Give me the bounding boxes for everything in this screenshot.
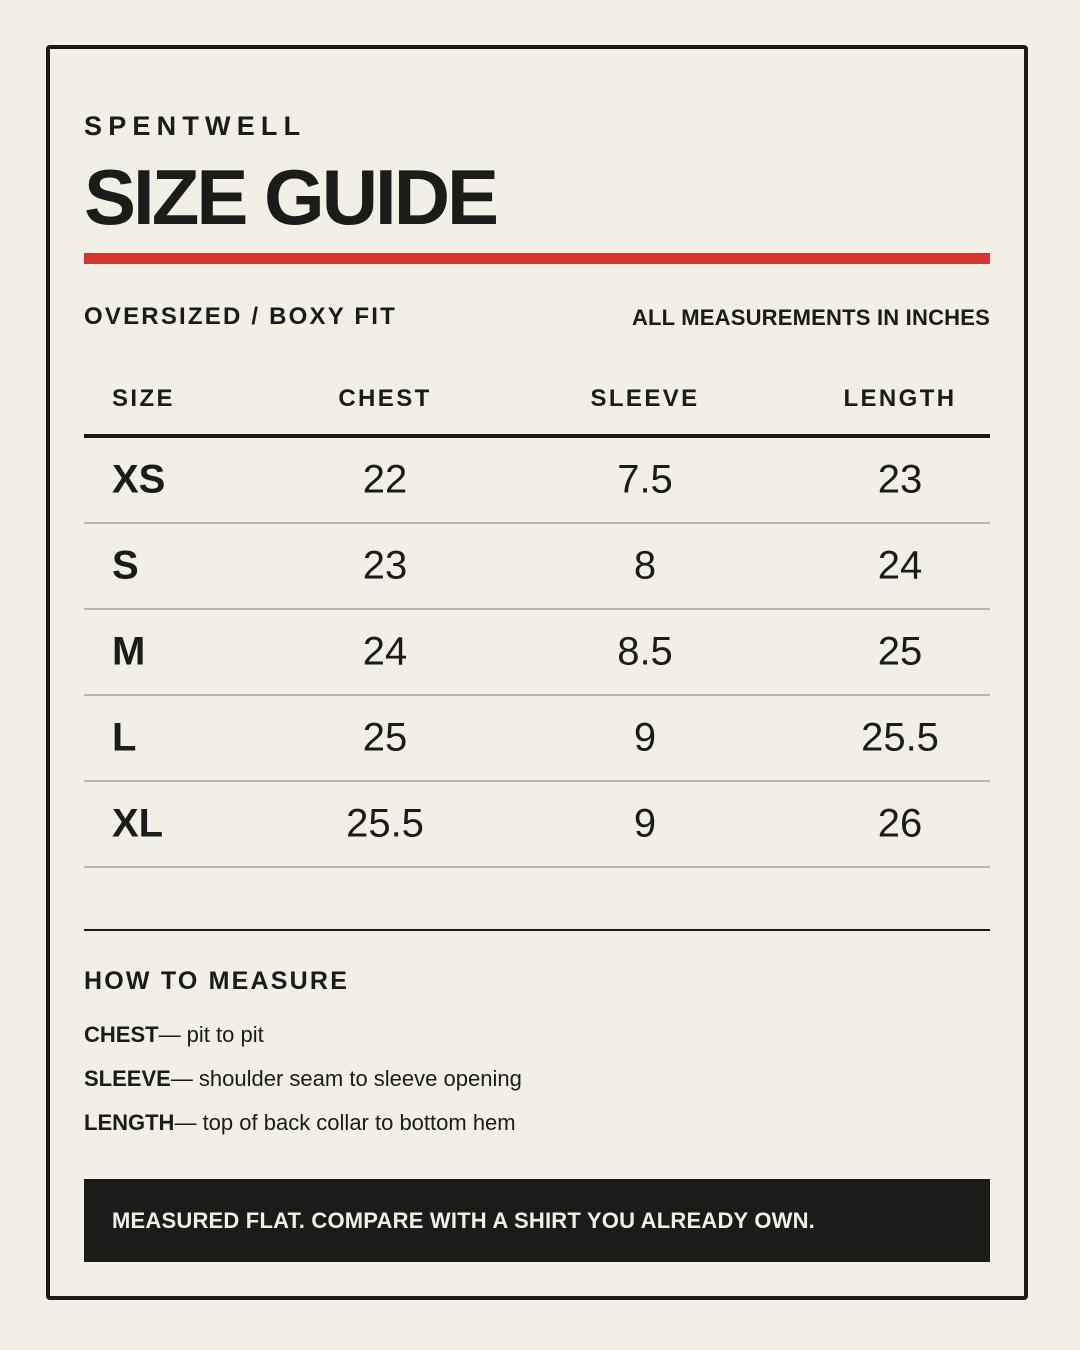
measure-notes xyxy=(84,1021,522,1153)
table-body xyxy=(84,438,990,868)
units-note: ALL MEASUREMENTS IN INCHES xyxy=(631,305,990,330)
table-row xyxy=(84,782,990,868)
accent-rule xyxy=(84,253,990,264)
column-header-size: SIZE xyxy=(112,385,175,412)
chest-cell: 24 xyxy=(362,629,408,674)
sleeve-cell: 8 xyxy=(633,543,657,588)
table-row xyxy=(84,524,990,610)
column-header-length: LENGTH xyxy=(843,385,957,412)
size-guide-card xyxy=(46,45,1028,1300)
chest-cell: 25 xyxy=(362,715,408,760)
section-divider xyxy=(84,929,990,931)
measure-note-length xyxy=(84,1109,522,1153)
footer-note: MEASURED FLAT. COMPARE WITH A SHIRT YOU ALREADY OWN. xyxy=(112,1207,815,1233)
table-row xyxy=(84,696,990,782)
sleeve-cell: 9 xyxy=(633,715,657,760)
column-header-chest: CHEST xyxy=(338,385,432,412)
measure-term: SLEEVE xyxy=(84,1066,171,1091)
table-row xyxy=(84,438,990,524)
measure-note-chest xyxy=(84,1021,522,1065)
brand-name: SPENTWELL xyxy=(84,111,307,141)
length-cell: 24 xyxy=(877,543,923,588)
size-cell: L xyxy=(112,715,137,760)
length-cell: 25.5 xyxy=(861,715,939,760)
measure-description: — top of back collar to bottom hem xyxy=(174,1110,516,1135)
size-cell: M xyxy=(112,629,146,674)
chest-cell: 25.5 xyxy=(346,801,424,846)
length-cell: 26 xyxy=(877,801,923,846)
column-header-sleeve: SLEEVE xyxy=(590,385,700,412)
measure-description: — pit to pit xyxy=(158,1022,264,1047)
chest-cell: 22 xyxy=(362,457,408,502)
size-cell: XL xyxy=(112,801,164,846)
chest-cell: 23 xyxy=(362,543,408,588)
measure-note-sleeve xyxy=(84,1065,522,1109)
size-cell: S xyxy=(112,543,139,588)
fit-label: OVERSIZED / BOXY FIT xyxy=(84,303,397,330)
size-cell: XS xyxy=(112,457,166,502)
length-cell: 25 xyxy=(877,629,923,674)
length-cell: 23 xyxy=(877,457,923,502)
how-to-measure-heading: HOW TO MEASURE xyxy=(84,967,350,995)
page-title: SIZE GUIDE xyxy=(84,153,497,241)
measure-description: — shoulder seam to sleeve opening xyxy=(170,1066,522,1091)
sleeve-cell: 8.5 xyxy=(617,629,673,674)
measure-term: CHEST xyxy=(84,1022,159,1047)
measure-term: LENGTH xyxy=(84,1110,175,1135)
sleeve-cell: 9 xyxy=(633,801,657,846)
table-header xyxy=(84,385,990,415)
sleeve-cell: 7.5 xyxy=(617,457,673,502)
table-row xyxy=(84,610,990,696)
footer-banner xyxy=(84,1179,990,1262)
